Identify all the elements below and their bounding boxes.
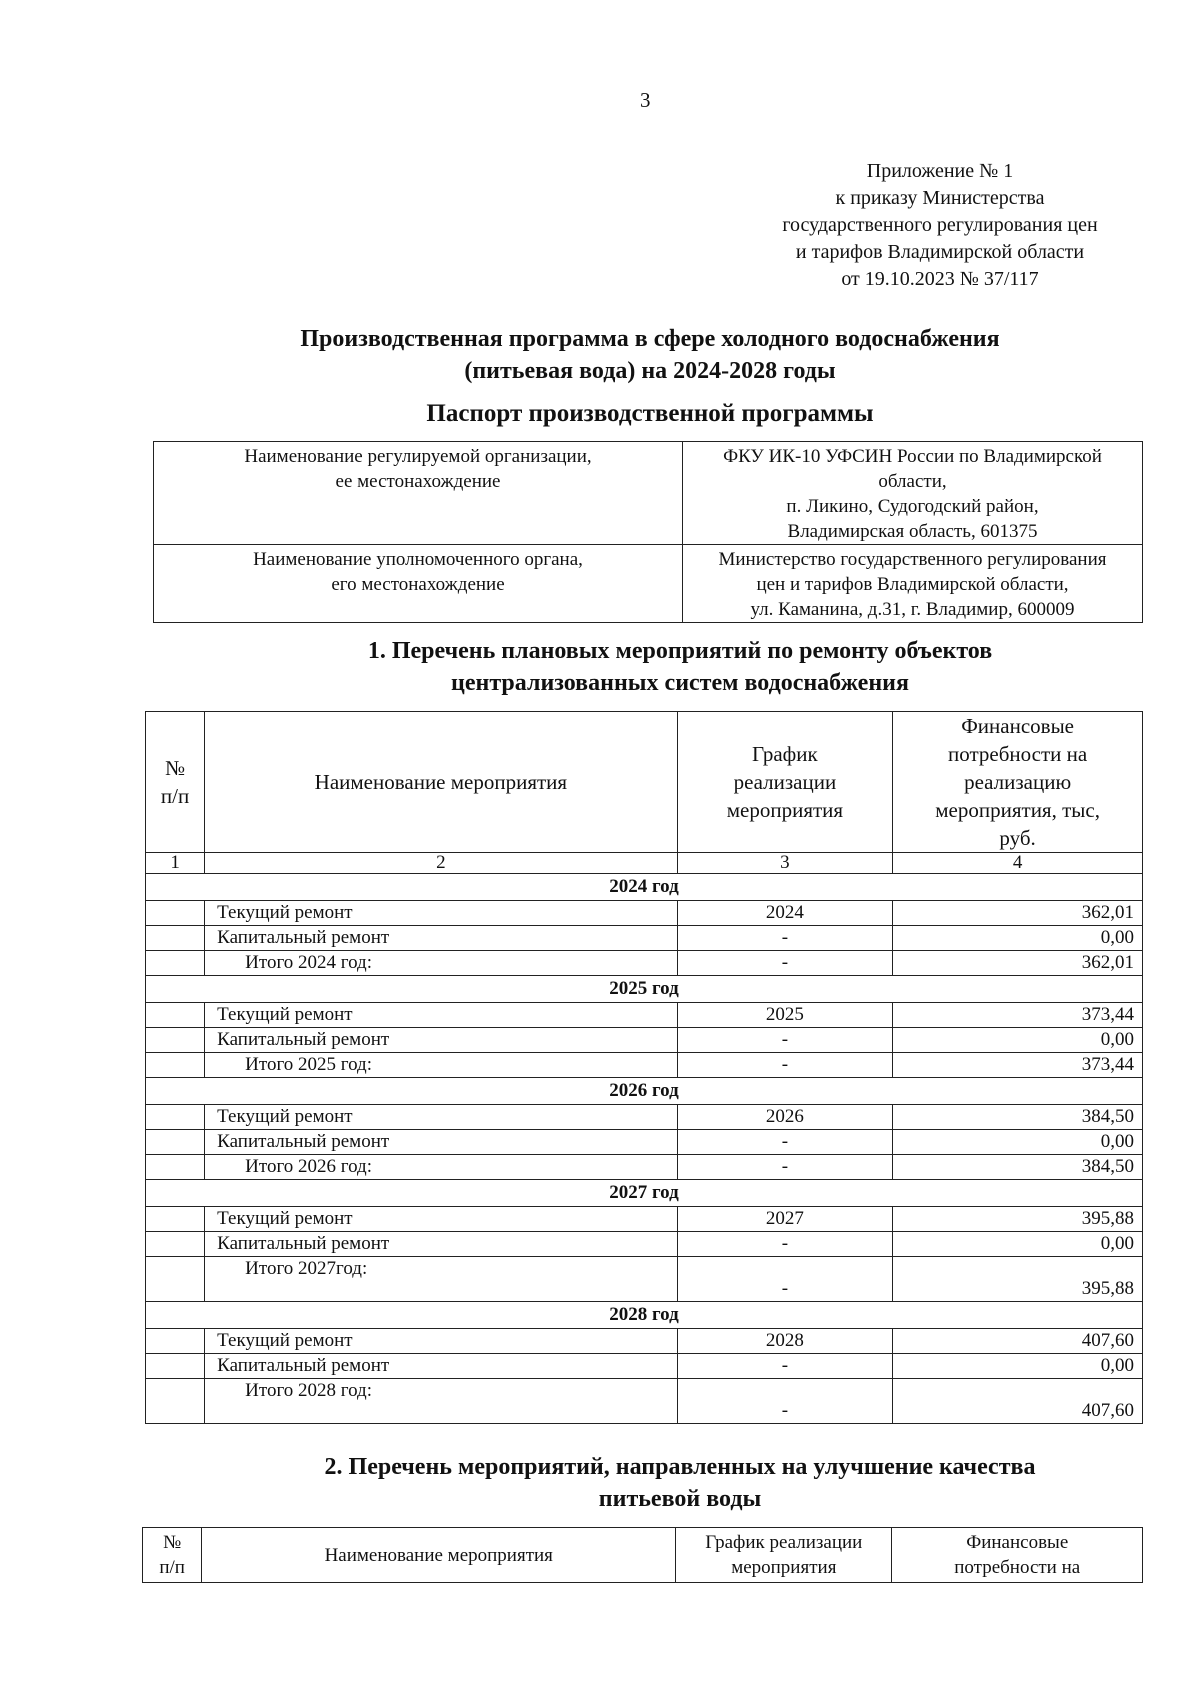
header-num-line: № [163, 1532, 182, 1553]
table-row-total [146, 1257, 1143, 1302]
row-schedule: - [677, 1130, 893, 1155]
header-schedule [676, 1528, 892, 1583]
passport-row [154, 545, 1143, 623]
table-row-total [146, 1155, 1143, 1180]
row-num [146, 901, 205, 926]
column-number-row [146, 853, 1143, 874]
row-amount: 362,01 [893, 901, 1143, 926]
document-title-line: (питьевая вода) на 2024-2028 годы [464, 358, 836, 384]
appendix-line: и тарифов Владимирской области [795, 241, 1085, 263]
passport-row [154, 442, 1143, 545]
passport-value-line: области, [878, 471, 947, 492]
repair-plan-table [145, 711, 1143, 1424]
row-name: Итого 2028 год: [205, 1379, 677, 1424]
column-number: 3 [677, 853, 893, 874]
header-name: Наименование мероприятия [205, 712, 677, 853]
header-schedule-line: мероприятия [731, 1557, 837, 1578]
passport-value-line: ФКУ ИК-10 УФСИН России по Владимирской [723, 446, 1102, 467]
row-amount: 395,88 [893, 1207, 1143, 1232]
row-schedule: 2024 [677, 901, 893, 926]
passport-value-line: п. Ликино, Судогодский район, [786, 496, 1039, 517]
column-number: 2 [205, 853, 677, 874]
passport-label [154, 545, 683, 623]
row-num [146, 926, 205, 951]
appendix-line: государственного регулирования цен [782, 214, 1098, 236]
row-schedule: - [677, 1354, 893, 1379]
row-name: Капитальный ремонт [205, 1232, 677, 1257]
appendix-line: Приложение № 1 [866, 160, 1014, 182]
table-row [146, 926, 1143, 951]
header-schedule-line: График реализации [705, 1532, 863, 1553]
header-schedule [677, 712, 893, 853]
header-finance-line: потребности на [954, 1557, 1081, 1578]
header-finance [892, 1528, 1143, 1583]
row-num [146, 951, 205, 976]
section1-title [230, 635, 1130, 699]
document-title [160, 323, 1140, 387]
year-label: 2024 год [146, 874, 1143, 901]
row-amount: 0,00 [893, 1354, 1143, 1379]
row-name: Капитальный ремонт [205, 1028, 677, 1053]
appendix-header [720, 158, 1160, 293]
row-num [146, 1207, 205, 1232]
row-name: Итого 2025 год: [205, 1053, 677, 1078]
row-num [146, 1379, 205, 1424]
row-num [146, 1028, 205, 1053]
passport-label-line: Наименование уполномоченного органа, [253, 549, 583, 570]
year-row [146, 874, 1143, 901]
passport-value-line: Владимирская область, 601375 [787, 521, 1038, 542]
row-amount: 407,60 [893, 1329, 1143, 1354]
header-schedule-line: мероприятия [726, 798, 844, 822]
passport-value-line: ул. Каманина, д.31, г. Владимир, 600009 [750, 599, 1075, 620]
header-finance-line: руб. [999, 826, 1036, 850]
year-row [146, 1302, 1143, 1329]
header-num [143, 1528, 202, 1583]
header-finance [893, 712, 1143, 853]
row-num [146, 1232, 205, 1257]
table-row [146, 1207, 1143, 1232]
header-finance-line: Финансовые [966, 1532, 1069, 1553]
row-schedule: - [677, 1053, 893, 1078]
table-row [146, 1232, 1143, 1257]
row-name: Текущий ремонт [205, 1105, 677, 1130]
column-number: 1 [146, 853, 205, 874]
row-amount: 384,50 [893, 1105, 1143, 1130]
row-name: Капитальный ремонт [205, 1130, 677, 1155]
header-num-line: п/п [159, 1557, 185, 1578]
section2-title-line: питьевой воды [598, 1486, 762, 1512]
row-name: Текущий ремонт [205, 901, 677, 926]
row-schedule: - [677, 1257, 893, 1302]
passport-value-line: Министерство государственного регулирования [718, 549, 1107, 570]
appendix-line: к приказу Министерства [835, 187, 1045, 209]
row-amount: 384,50 [893, 1155, 1143, 1180]
water-quality-table [142, 1527, 1143, 1583]
row-amount: 0,00 [893, 1232, 1143, 1257]
header-num-line: п/п [160, 784, 190, 808]
header-finance-line: реализацию [964, 770, 1072, 794]
row-schedule: - [677, 1379, 893, 1424]
header-name: Наименование мероприятия [202, 1528, 676, 1583]
year-row [146, 1078, 1143, 1105]
table-row [146, 1329, 1143, 1354]
table-row [146, 1003, 1143, 1028]
row-name: Текущий ремонт [205, 1003, 677, 1028]
row-amount: 0,00 [893, 926, 1143, 951]
header-finance-line: потребности на [948, 742, 1088, 766]
table-row [146, 901, 1143, 926]
row-num [146, 1003, 205, 1028]
row-amount: 0,00 [893, 1130, 1143, 1155]
passport-label [154, 442, 683, 545]
row-schedule: - [677, 1028, 893, 1053]
passport-value [683, 545, 1143, 623]
passport-label-line: ее местонахождение [335, 471, 501, 492]
row-amount: 395,88 [893, 1257, 1143, 1302]
row-schedule: - [677, 1155, 893, 1180]
table-row [146, 1028, 1143, 1053]
row-num [146, 1257, 205, 1302]
row-amount: 373,44 [893, 1053, 1143, 1078]
table-header-row [146, 712, 1143, 853]
row-schedule: - [677, 926, 893, 951]
row-name: Текущий ремонт [205, 1207, 677, 1232]
header-finance-line: Финансовые [961, 714, 1074, 738]
passport-title: Паспорт производственной программы [426, 400, 874, 427]
row-schedule: 2027 [677, 1207, 893, 1232]
passport-label-line: Наименование регулируемой организации, [244, 446, 592, 467]
row-num [146, 1354, 205, 1379]
document-title-line: Производственная программа в сфере холодного водоснабжения [300, 326, 1000, 352]
row-name: Текущий ремонт [205, 1329, 677, 1354]
row-num [146, 1155, 205, 1180]
table-row-total [146, 951, 1143, 976]
column-number: 4 [893, 853, 1143, 874]
year-label: 2027 год [146, 1180, 1143, 1207]
row-name: Итого 2026 год: [205, 1155, 677, 1180]
row-num [146, 1329, 205, 1354]
row-num [146, 1105, 205, 1130]
row-name: Капитальный ремонт [205, 926, 677, 951]
row-schedule: 2025 [677, 1003, 893, 1028]
row-schedule: 2028 [677, 1329, 893, 1354]
row-name: Капитальный ремонт [205, 1354, 677, 1379]
row-schedule: - [677, 951, 893, 976]
header-schedule-line: График [752, 742, 818, 766]
table-row [146, 1354, 1143, 1379]
passport-value-line: цен и тарифов Владимирской области, [756, 574, 1069, 595]
section1-title-line: 1. Перечень плановых мероприятий по ремонту объектов [367, 638, 993, 664]
table-row [146, 1105, 1143, 1130]
row-num [146, 1053, 205, 1078]
header-num-line: № [165, 756, 186, 780]
year-label: 2025 год [146, 976, 1143, 1003]
row-name: Итого 2027год: [205, 1257, 677, 1302]
row-schedule: - [677, 1232, 893, 1257]
row-amount: 0,00 [893, 1028, 1143, 1053]
row-amount: 373,44 [893, 1003, 1143, 1028]
year-label: 2028 год [146, 1302, 1143, 1329]
year-row [146, 976, 1143, 1003]
section2-title [200, 1451, 1160, 1515]
passport-table [153, 441, 1143, 623]
appendix-line: от 19.10.2023 № 37/117 [841, 268, 1039, 290]
table-header-row [143, 1528, 1143, 1583]
passport-value [683, 442, 1143, 545]
table-row-total [146, 1379, 1143, 1424]
table-row [146, 1130, 1143, 1155]
row-amount: 407,60 [893, 1379, 1143, 1424]
row-amount: 362,01 [893, 951, 1143, 976]
passport-label-line: его местонахождение [331, 574, 505, 595]
row-num [146, 1130, 205, 1155]
year-row [146, 1180, 1143, 1207]
table-row-total [146, 1053, 1143, 1078]
section1-title-line: централизованных систем водоснабжения [451, 670, 909, 696]
row-schedule: 2026 [677, 1105, 893, 1130]
header-finance-line: мероприятия, тыс, [935, 798, 1100, 822]
header-schedule-line: реализации [733, 770, 837, 794]
header-num [146, 712, 205, 853]
row-name: Итого 2024 год: [205, 951, 677, 976]
section2-title-line: 2. Перечень мероприятий, направленных на улучшение качества [324, 1454, 1036, 1480]
page-number: 3 [640, 88, 651, 112]
year-label: 2026 год [146, 1078, 1143, 1105]
